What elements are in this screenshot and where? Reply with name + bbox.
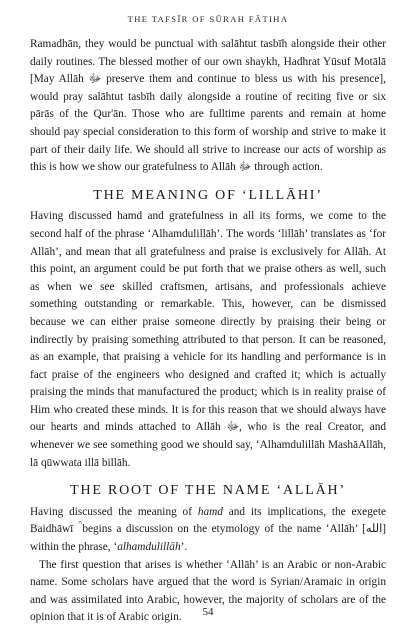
italic-term-hamd: hamd: [197, 505, 223, 518]
section-title-lillahi: THE MEANING OF ‘LILLĀHI’: [93, 187, 323, 203]
running-head: THE TAFSĪR OF SŪRAH FĀTIHA: [127, 14, 289, 24]
section-title-root-of-allah: THE ROOT OF THE NAME ‘ALLĀH’: [70, 483, 346, 499]
paragraph-continuation: Ramadhān, they would be punctual with salāhtut tasbīh alongside their other daily routines. The blessed mother of our own shaykh, Hadhrat Yūsuf Motālā [May Allāh ﷻ preserve them and continue to bless us with his presence], would pray salāhtut tasbīh daily alongside a routine of reciting five or six pārās of the Qur'ān. Those who are fulltime parents and remain at home should pay special consideration to this form of worship and strive to make it part of their daily life. We should all strive to increase our acts of worship as this is how we show our gratefulness to Allāh ﷻ through action.: [30, 38, 387, 174]
text-run: and its implications, the exegete Baidhāwī ؒ begins a discussion on the etymology of the name ‘Allāh’ [الله] within the phrase, ‘: [30, 505, 387, 554]
page-body: [30, 36, 386, 627]
paragraph-root-question: The first question that arises is whether ‘Allāh’ is an Arabic or non-Arabic name. Some scholars have argued that the word is Syrian/Aramaic in origin and was assimilated into Arabic, however, the majority of scholars are of the opinion that it is of Arabic origin.: [30, 558, 386, 624]
paragraph-lillahi: Having discussed hamd and gratefulness in all its forms, we come to the second half of the phrase ‘Alhamdulillāh’. The words ‘lillāh’ translates as ‘for Allāh’, and mean that all gratefulness and praise is exclusively for Allāh. At this point, an argument could be put forth that we praise others as well, such as when we see skilled craftsmen, artisans, and professionals achieve something outstanding or remarkable. This, however, can be dismissed because we can either praise someone directly by praising their being or indirectly by praising something attributed to that person. It can be reasoned, as an example, that praising a vehicle for its handling and performance is in fact praise of the engineers who designed and crafted it; which is actually praising the minds that manufactured the product; which is in reality praise of Him who created these minds. It is for this reason that we should always have our hearts and minds attached to Allāh ﷻ, who is the real Creator, and whenever we see something good we should say, ‘Alhamdulillāh MashāAllāh, lā qūwwata illā billāh.: [30, 210, 386, 469]
text-run: Having discussed the meaning of: [30, 505, 198, 518]
text-run: ’.: [180, 541, 188, 554]
paragraph-root-intro: [30, 504, 386, 557]
page-number: 54: [202, 606, 214, 618]
italic-term-alhamdulillah: alhamdulillāh: [117, 541, 181, 554]
